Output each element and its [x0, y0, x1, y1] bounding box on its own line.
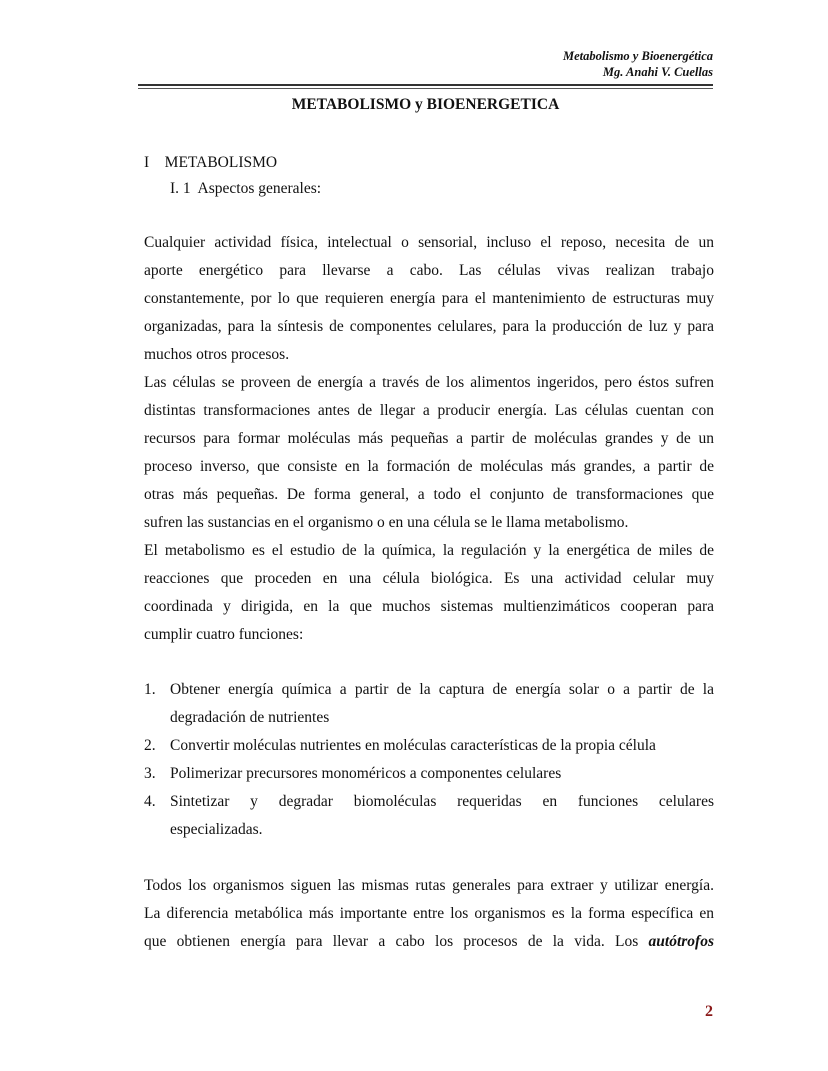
text-line: aporte energético para llevarse a cabo. Las células vivas realizan trabajo — [144, 262, 714, 279]
list-number: 4. — [144, 793, 156, 810]
numbered-list — [144, 676, 714, 844]
text-line: cumplir cuatro funciones: — [144, 626, 304, 643]
text-run: que obtienen energía para llevar a cabo los procesos de la vida. Los — [144, 933, 639, 950]
text-line: coordinada y dirigida, en la que muchos sistemas multienzimáticos cooperan para — [144, 598, 714, 615]
text-line: muchos otros procesos. — [144, 346, 290, 363]
list-number: 2. — [144, 737, 156, 754]
text-line: constantemente, por lo que requieren energía para el mantenimiento de estructuras muy — [144, 290, 714, 307]
text-line: distintas transformaciones antes de llegar a producir energía. Las células cuentan con — [144, 402, 714, 419]
text-line: organizadas, para la síntesis de componentes celulares, para la producción de luz y para — [144, 318, 714, 335]
paragraph — [144, 369, 714, 537]
emphasis-term: autótrofos — [648, 933, 715, 950]
text-line: Las células se proveen de energía a través de los alimentos ingeridos, pero éstos sufren — [144, 374, 714, 391]
subsection-heading: I. 1 Aspectos generales: — [170, 180, 322, 197]
text-line: Obtener energía química a partir de la captura de energía solar o a partir de la — [170, 681, 714, 698]
text-line: proceso inverso, que consiste en la formación de moléculas más grandes, a partir de — [144, 458, 714, 475]
page-title: METABOLISMO y BIOENERGETICA — [291, 96, 560, 113]
text-line: Polimerizar precursores monoméricos a componentes celulares — [170, 765, 562, 782]
paragraph — [144, 872, 714, 956]
paragraph — [144, 229, 714, 369]
section-heading-block — [144, 150, 321, 202]
list-item — [144, 676, 714, 732]
text-line: otras más pequeñas. De forma general, a todo el conjunto de transformaciones que — [144, 486, 714, 503]
list-text — [170, 788, 714, 844]
list-item — [144, 760, 714, 788]
list-item — [144, 732, 714, 760]
list-item — [144, 788, 714, 844]
header-rule-thin — [138, 88, 713, 89]
text-line: El metabolismo es el estudio de la química, la regulación y la energética de miles de — [144, 542, 714, 559]
text-line: especializadas. — [170, 821, 263, 838]
header-rule — [138, 84, 713, 86]
list-number: 1. — [144, 681, 156, 698]
text-line: Sintetizar y degradar biomoléculas requeridas en funciones celulares — [170, 793, 714, 810]
list-text — [170, 760, 714, 788]
text-line: recursos para formar moléculas más pequeñas a partir de moléculas grandes y de un — [144, 430, 714, 447]
text-line: sufren las sustancias en el organismo o en una célula se le llama metabolismo. — [144, 514, 629, 531]
page-number: 2 — [705, 1003, 713, 1020]
text-line — [144, 928, 714, 956]
header-author: Mg. Anahi V. Cuellas — [602, 65, 713, 79]
text-line: La diferencia metabólica más importante entre los organismos es la forma específica en — [144, 905, 714, 922]
text-line: Convertir moléculas nutrientes en moléculas características de la propia célula — [170, 737, 656, 754]
text-line: degradación de nutrientes — [170, 709, 330, 726]
list-text — [170, 676, 714, 732]
running-header — [563, 48, 713, 80]
section-heading: I METABOLISMO — [144, 154, 278, 171]
text-line: reacciones que proceden en una célula biológica. Es una actividad celular muy — [144, 570, 714, 587]
paragraph — [144, 537, 714, 649]
text-line: Todos los organismos siguen las mismas rutas generales para extraer y utilizar energía. — [144, 877, 714, 894]
text-line: Cualquier actividad física, intelectual o sensorial, incluso el reposo, necesita de un — [144, 234, 714, 251]
header-title: Metabolismo y Bioenergética — [563, 49, 713, 63]
list-number: 3. — [144, 765, 156, 782]
list-text — [170, 732, 714, 760]
